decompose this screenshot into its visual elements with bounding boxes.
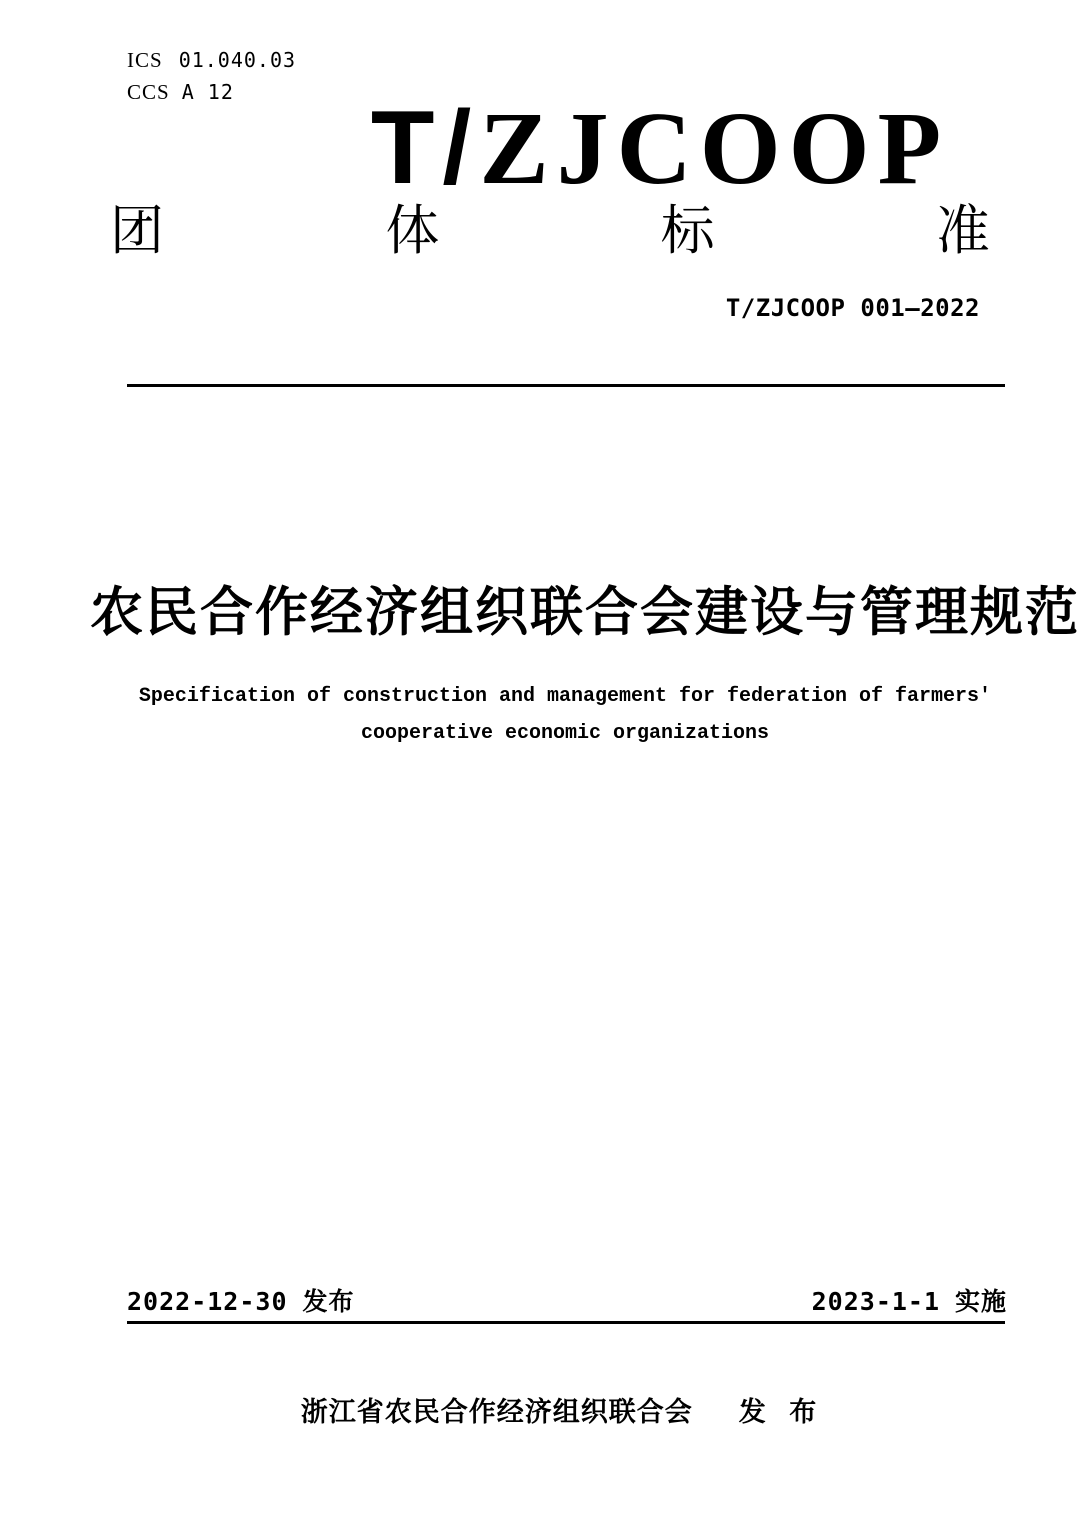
ccs-value: A 12 [181,80,234,104]
standard-type-char-1: 团 [110,201,164,261]
document-title-en-line2: cooperative economic organizations [360,722,770,745]
ics-label: ICS [127,48,163,72]
ics-value: 01.040.03 [178,48,297,72]
issue-date-block [127,1282,354,1318]
footer-dates [127,1282,1007,1318]
document-title-en [75,678,1055,752]
footer-rule [127,1321,1005,1324]
standard-type-char-3: 标 [660,201,715,261]
ccs-label: CCS [127,80,170,104]
standard-number: T/ZJCOOP 001—2022 [725,294,980,322]
standard-body-logo [340,90,980,206]
document-title-zh: 农民合作经济组织联合会建设与管理规范 [90,583,1080,642]
standard-type-char-4: 准 [935,201,990,261]
standard-type-char-2: 体 [385,201,440,261]
standard-type-title [110,200,990,262]
logo-prefix: T/ [370,90,480,206]
logo-name: ZJCOOP [479,91,950,206]
header-rule [127,384,1005,387]
classification-codes [127,48,296,112]
implement-date-block [812,1282,1007,1318]
document-title-en-line1: Specification of construction and management for federation of farmers' [138,685,992,708]
issue-date: 2022-12-30 [127,1287,288,1316]
implement-date: 2023-1-1 [811,1287,941,1316]
publish-label: 发 布 [738,1397,818,1427]
publisher-line [19,1390,1080,1429]
issue-label: 发布 [302,1288,355,1316]
ccs-code-row [127,80,296,112]
implement-label: 实施 [954,1288,1007,1316]
publisher-name: 浙江省农民合作经济组织联合会 [300,1397,693,1427]
ics-code-row [127,48,296,80]
